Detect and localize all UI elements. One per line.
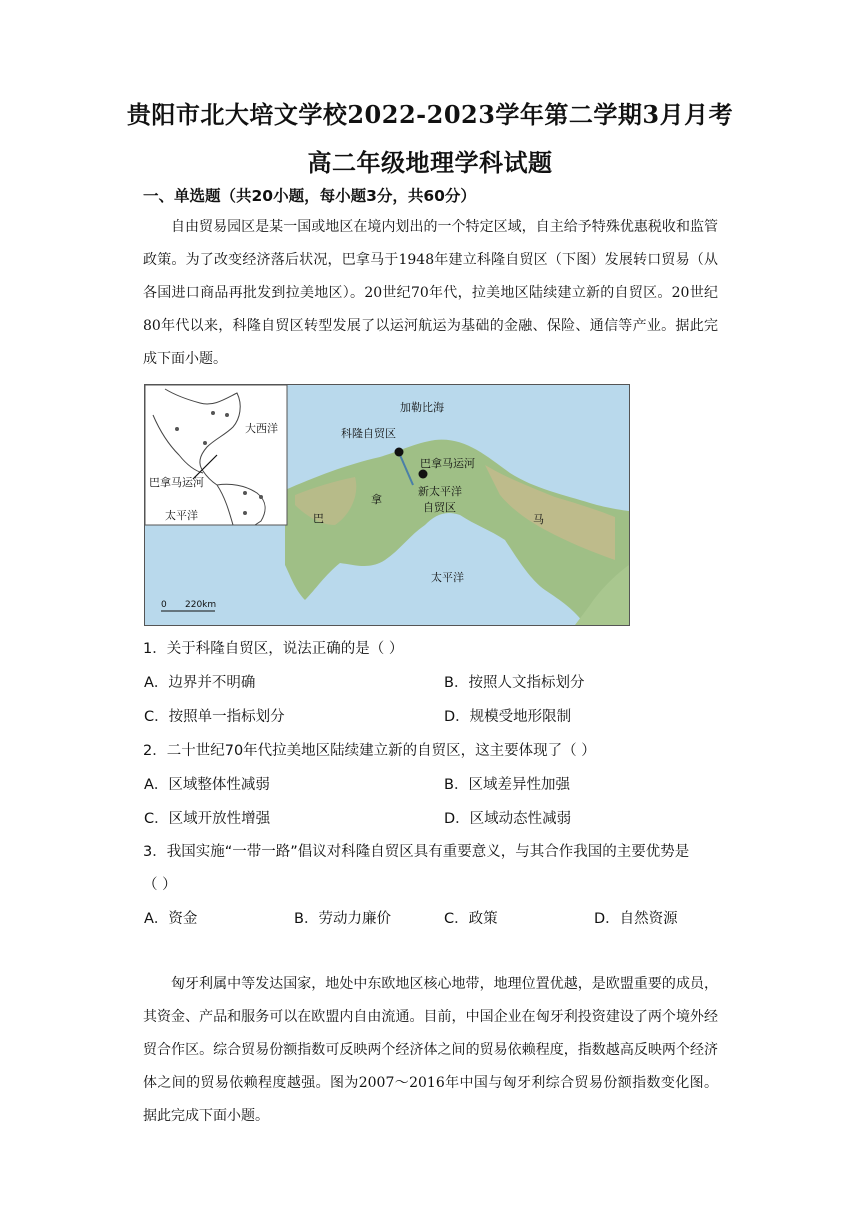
scale-distance: 220km <box>185 600 217 610</box>
label-new-pacific-2: 自贸区 <box>423 501 456 514</box>
inset-label-canal: 巴拿马运河 <box>149 476 204 489</box>
question-3-option-a[interactable]: A．资金 <box>144 911 198 927</box>
label-ba: 巴 <box>313 512 324 525</box>
question-3-stem-cont: （ ） <box>143 877 177 893</box>
question-2-stem: 2．二十世纪70年代拉美地区陆续建立新的自贸区，这主要体现了（ ） <box>143 743 596 759</box>
exam-title-line1: 贵阳市北大培文学校2022-2023学年第二学期3月月考 <box>126 100 734 129</box>
label-pacific: 太平洋 <box>431 571 464 584</box>
label-caribbean: 加勒比海 <box>400 401 444 414</box>
exam-title-line2: 高二年级地理学科试题 <box>307 148 553 177</box>
panama-map <box>144 384 630 626</box>
label-colon: 科隆自贸区 <box>341 427 396 440</box>
question-1-option-b[interactable]: B．按照人文指标划分 <box>444 675 585 691</box>
question-1-option-a[interactable]: A．边界并不明确 <box>144 675 256 691</box>
label-new-pacific-1: 新太平洋 <box>418 485 462 498</box>
question-3-stem: 3．我国实施“一带一路”倡议对科隆自贸区具有重要意义，与其合作我国的主要优势是 <box>143 844 690 860</box>
label-na: 拿 <box>371 493 382 506</box>
question-2-option-b[interactable]: B．区域差异性加强 <box>444 777 570 793</box>
scale-zero: 0 <box>161 600 167 610</box>
canal-point <box>419 470 428 479</box>
passage-colon-free-trade-zone: 自由贸易园区是某一国或地区在境内划出的一个特定区域，自主给予特殊优惠税收和监管政策。为了改变经济落后状况，巴拿马于1948年建立科隆自贸区（下图）发展转口贸易（从各国进口商品再批发到拉美地区）。20世纪70年代，拉美地区陆续建立新的自贸区。20世纪80年代以来，科隆自贸区转型发展了以运河航运为基础的金融、保险、通信等产业。据此完成下面小题。 <box>143 219 718 367</box>
passage-hungary-trade: 匈牙利属中等发达国家，地处中东欧地区核心地带，地理位置优越，是欧盟重要的成员，其资金、产品和服务可以在欧盟内自由流通。目前，中国企业在匈牙利投资建设了两个境外经贸合作区。综合贸易份额指数可反映两个经济体之间的贸易依赖程度，指数越高反映两个经济体之间的贸易依赖程度越强。图为2007～2016年中国与匈牙利综合贸易份额指数变化图。据此完成下面小题。 <box>143 976 718 1124</box>
question-3-option-b[interactable]: B．劳动力廉价 <box>294 911 391 927</box>
question-1-option-c[interactable]: C．按照单一指标划分 <box>144 709 285 725</box>
question-1-stem: 1．关于科隆自贸区，说法正确的是（ ） <box>143 641 404 657</box>
question-2-option-a[interactable]: A．区域整体性减弱 <box>144 777 270 793</box>
section-heading: 一、单选题（共20小题，每小题3分，共60分） <box>143 187 476 205</box>
inset-map <box>145 385 287 525</box>
label-canal: 巴拿马运河 <box>420 457 475 470</box>
inset-label-pacific: 太平洋 <box>165 509 198 522</box>
colon-zone-point <box>395 448 404 457</box>
question-3-option-c[interactable]: C．政策 <box>444 911 498 927</box>
label-ma: 马 <box>533 513 544 526</box>
question-2-option-d[interactable]: D．区域动态性减弱 <box>444 811 572 827</box>
question-2-option-c[interactable]: C．区域开放性增强 <box>144 811 271 827</box>
question-3-option-d[interactable]: D．自然资源 <box>594 911 678 927</box>
inset-label-atlantic: 大西洋 <box>245 422 278 435</box>
question-1-option-d[interactable]: D．规模受地形限制 <box>444 709 572 725</box>
